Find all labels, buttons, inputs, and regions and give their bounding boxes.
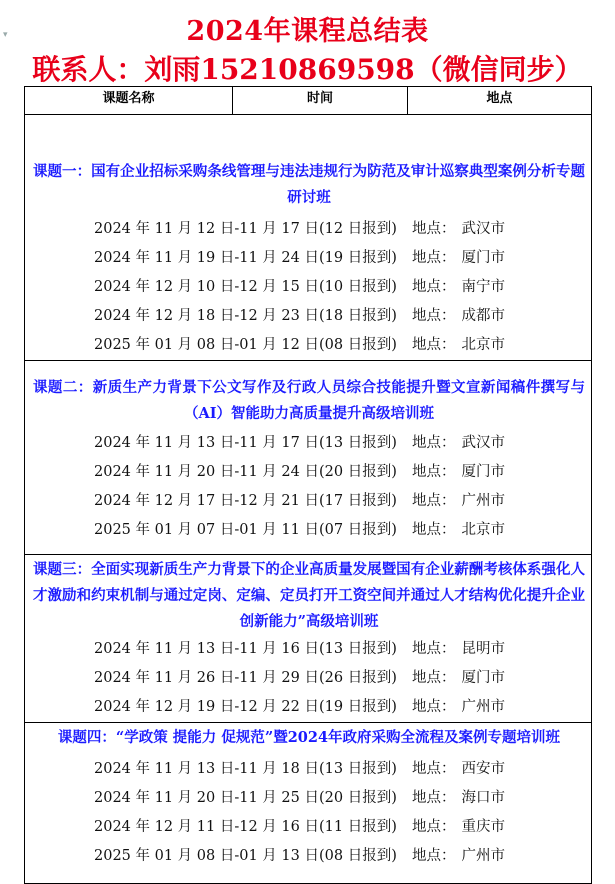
session-city: 武汉市 [461, 221, 505, 237]
session-city: 武汉市 [461, 435, 505, 451]
session-row [25, 429, 591, 458]
column-header-topic: 课题名称 [25, 87, 233, 115]
session-row [25, 784, 591, 813]
topic-title: 课题二：新质生产力背景下公文写作及行政人员综合技能提升暨文宣新闻稿件撰写与（AI）智能助力高质量提升高级培训班 [33, 379, 585, 422]
topic-block-4 [25, 723, 592, 884]
table-header-row [25, 87, 592, 115]
location-label: 地点： [412, 435, 456, 451]
session-date: 2024 年 12 月 19 日-12 月 22 日(19 日报到) [94, 699, 397, 715]
session-date: 2024 年 11 月 26 日-11 月 29 日(26 日报到) [94, 670, 397, 686]
session-row [25, 664, 591, 693]
session-city: 北京市 [461, 522, 505, 538]
session-city: 重庆市 [461, 819, 505, 835]
session-row [25, 215, 591, 244]
topic-block-3 [25, 555, 592, 723]
session-date: 2025 年 01 月 08 日-01 月 13 日(08 日报到) [94, 848, 397, 864]
session-city: 西安市 [461, 761, 505, 777]
session-date: 2024 年 11 月 19 日-11 月 24 日(19 日报到) [94, 250, 397, 266]
document-title: 2024年课程总结表 [186, 16, 429, 47]
session-row [25, 458, 591, 487]
cell-marker: ▾ [3, 30, 8, 40]
session-city: 广州市 [461, 699, 505, 715]
session-row [25, 693, 591, 722]
session-row [25, 635, 591, 664]
course-table [24, 86, 592, 884]
location-label: 地点： [412, 279, 456, 295]
session-row [25, 273, 591, 302]
session-city: 广州市 [461, 493, 505, 509]
location-label: 地点： [412, 493, 456, 509]
topic-block-2 [25, 361, 592, 555]
session-city: 北京市 [461, 337, 505, 353]
session-date: 2024 年 12 月 10 日-12 月 15 日(10 日报到) [94, 279, 397, 295]
session-row [25, 302, 591, 331]
location-label: 地点： [412, 699, 456, 715]
session-date: 2024 年 11 月 13 日-11 月 18 日(13 日报到) [94, 761, 397, 777]
session-city: 厦门市 [461, 670, 505, 686]
topic-row [25, 361, 592, 555]
location-label: 地点： [412, 848, 456, 864]
location-label: 地点： [412, 761, 456, 777]
session-date: 2024 年 11 月 13 日-11 月 17 日(13 日报到) [94, 435, 397, 451]
location-label: 地点： [412, 641, 456, 657]
column-header-time: 时间 [233, 87, 408, 115]
session-date: 2025 年 01 月 07 日-01 月 11 日(07 日报到) [94, 522, 397, 538]
session-city: 海口市 [461, 790, 505, 806]
location-label: 地点： [412, 250, 456, 266]
session-row [25, 842, 591, 871]
location-label: 地点： [412, 221, 456, 237]
session-row [25, 487, 591, 516]
topic-row [25, 115, 592, 361]
location-label: 地点： [412, 670, 456, 686]
session-row [25, 813, 591, 842]
session-date: 2024 年 12 月 11 日-12 月 16 日(11 日报到) [94, 819, 397, 835]
session-city: 昆明市 [461, 641, 505, 657]
session-row [25, 755, 591, 784]
location-label: 地点： [412, 819, 456, 835]
topic-title: 课题四：“学政策 提能力 促规范”暨2024年政府采购全流程及案例专题培训班 [57, 729, 561, 746]
topic-row [25, 555, 592, 723]
session-date: 2024 年 11 月 13 日-11 月 16 日(13 日报到) [94, 641, 397, 657]
session-date: 2024 年 11 月 20 日-11 月 25 日(20 日报到) [94, 790, 397, 806]
session-date: 2024 年 12 月 17 日-12 月 21 日(17 日报到) [94, 493, 397, 509]
session-date: 2024 年 12 月 18 日-12 月 23 日(18 日报到) [94, 308, 397, 324]
session-row [25, 331, 591, 360]
session-date: 2024 年 11 月 12 日-11 月 17 日(12 日报到) [94, 221, 397, 237]
topic-title: 课题三：全面实现新质生产力背景下的企业高质量发展暨国有企业薪酬考核体系强化人才激励和约束机制与通过定岗、定编、定员打开工资空间并通过人才结构优化提升企业创新能力”高级培训班 [33, 561, 585, 630]
session-city: 厦门市 [461, 250, 505, 266]
session-city: 成都市 [461, 308, 505, 324]
session-row [25, 244, 591, 273]
column-header-location: 地点 [408, 87, 592, 115]
session-date: 2025 年 01 月 08 日-01 月 12 日(08 日报到) [94, 337, 397, 353]
session-date: 2024 年 11 月 20 日-11 月 24 日(20 日报到) [94, 464, 397, 480]
session-city: 广州市 [461, 848, 505, 864]
topic-title: 课题一：国有企业招标采购条线管理与违法违规行为防范及审计巡察典型案例分析专题研讨班 [33, 163, 585, 206]
location-label: 地点： [412, 464, 456, 480]
session-row [25, 516, 591, 545]
session-city: 南宁市 [461, 279, 505, 295]
topic-row [25, 723, 592, 884]
location-label: 地点： [412, 522, 456, 538]
contact-line: 联系人：刘雨15210869598（微信同步） [32, 53, 583, 86]
session-city: 厦门市 [461, 464, 505, 480]
topic-block-1 [25, 115, 592, 361]
location-label: 地点： [412, 308, 456, 324]
location-label: 地点： [412, 337, 456, 353]
location-label: 地点： [412, 790, 456, 806]
